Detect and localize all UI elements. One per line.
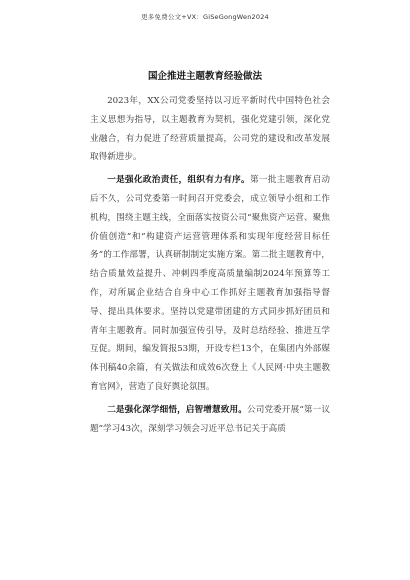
section-2-paragraph [90, 401, 330, 439]
intro-paragraph: 2023年，XX公司党委坚持以习近平新时代中国特色社会主义思想为指导，以主题教育为契机，强化党建引领，深化党业融合，有力促进了经营质量提高，公司党的建设和改革发展取得新进步。 [90, 96, 330, 163]
section-1-lead: 一是强化政治责任，组织有力有序。 [107, 175, 250, 186]
header-watermark: 更多免费公文+VX：GiSeGongWen2024 [141, 13, 269, 21]
section-1-paragraph [90, 171, 330, 397]
section-2-lead: 二是强化深学细悟，启智增慧致用。 [107, 404, 247, 415]
document-title: 国企推进主题教育经验做法 [147, 71, 262, 82]
section-2-body: 公司党委开展“第一议题”学习43次，深刻学习领会习近平总书记关于高质 [90, 404, 330, 434]
section-1-body: 第一批主题教育启动后不久，公司党委第一时间召开党委会，成立领导小组和工作机构，围绕主题主线，全面落实按资公司“聚焦资产运营、聚焦价值创造”和“构建资产运营管理体系和实现年度经营目标任务”的工作部署，认真研制制定实施方案。第二批主题教育中，结合质量效益提升、冲刺四季度高质量编制2024年预算等工作，对所属企业结合自身中心工作抓好主题教育加强指导督导、提出具体要求。坚持以党建带团建的方式同步抓好团员和青年主题教育。同时加强宣传引导，及时总结经验、推进互学互促。期间，编发简报53期，开设专栏13个，在集团内外部媒体刊稿40余篇，有关做法和成效6次登上《人民网·中央主题教育官网》，营造了良好舆论氛围。 [90, 175, 330, 392]
document-body [90, 92, 330, 442]
